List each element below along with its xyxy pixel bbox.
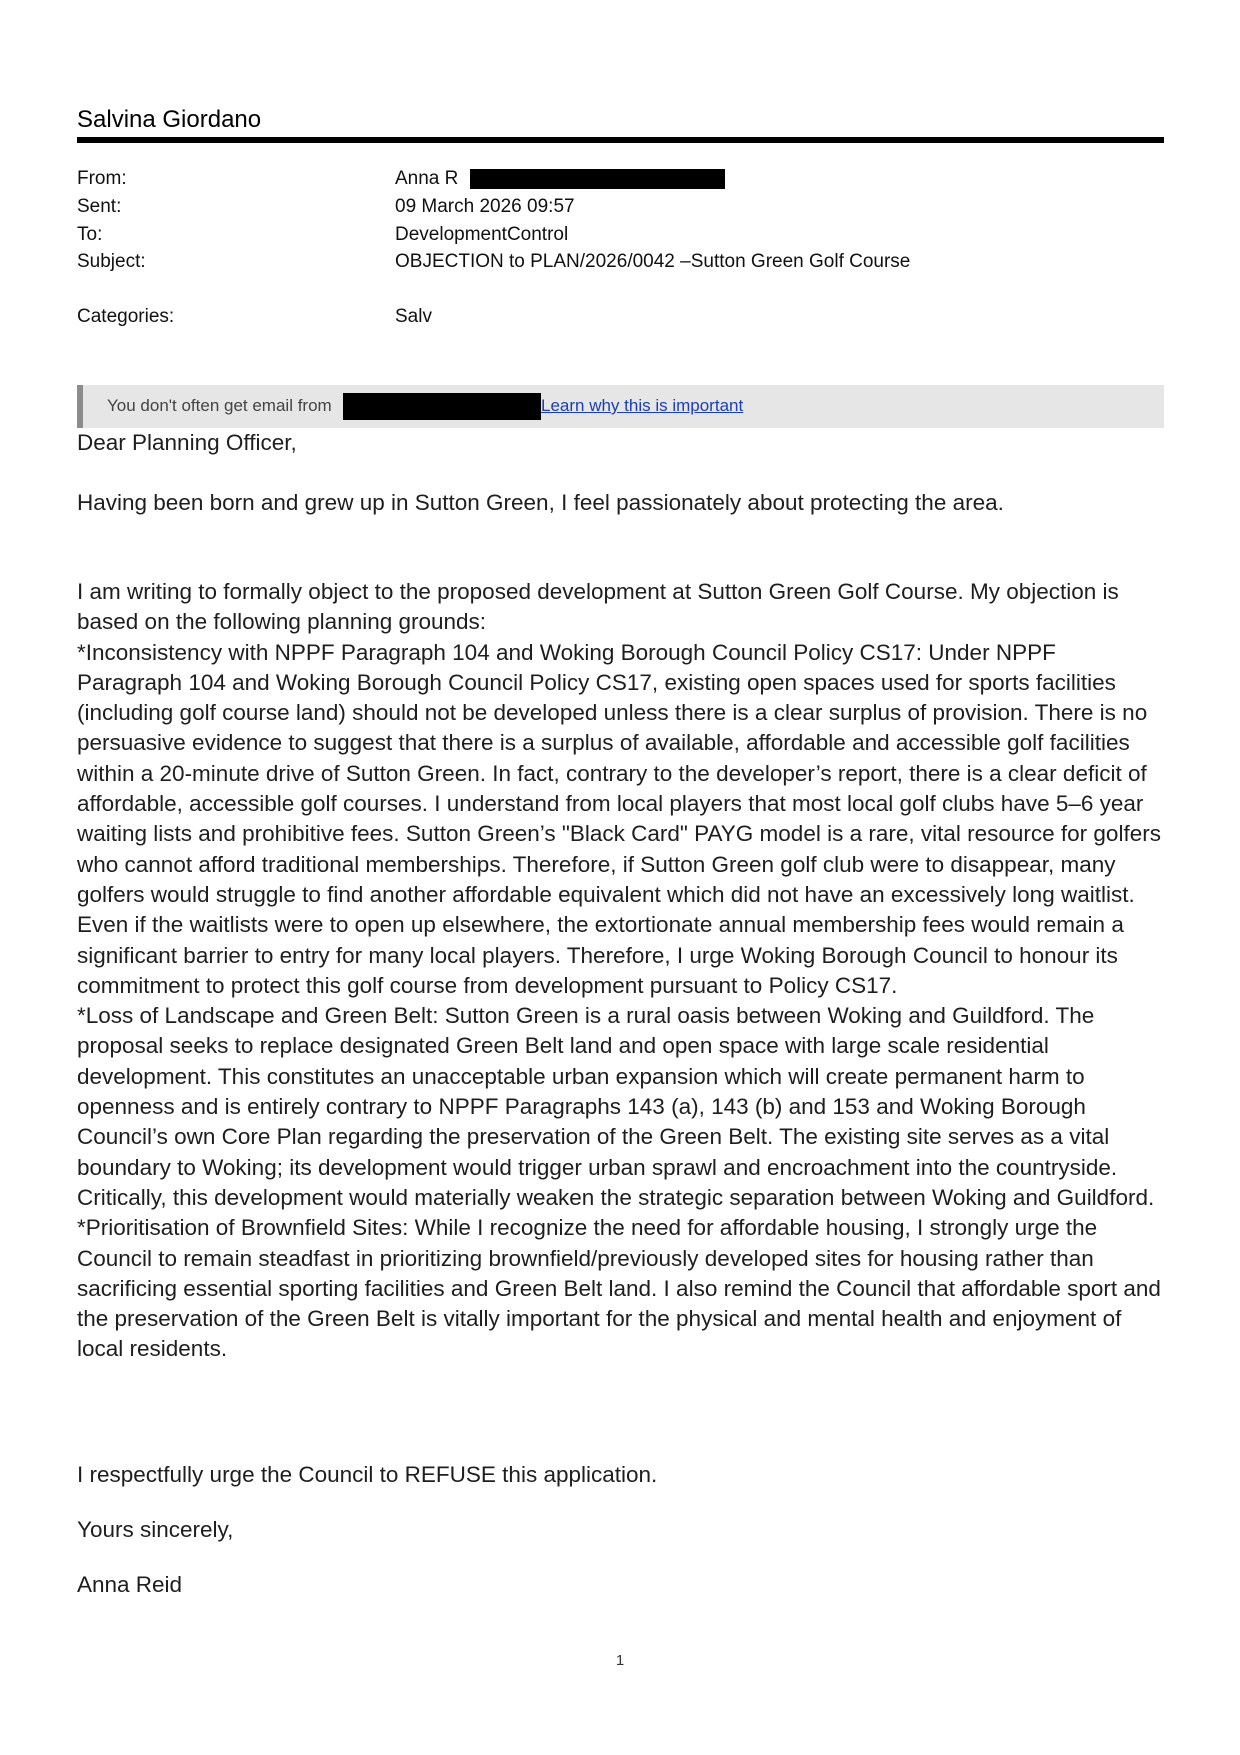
header-rule xyxy=(77,137,1164,143)
objection-intro-paragraph: I am writing to formally object to the proposed development at Sutton Green Golf Course. My objection is based on the following planning grounds: xyxy=(77,579,1119,635)
letter-body xyxy=(77,577,1167,1365)
green-belt-paragraph: *Loss of Landscape and Green Belt: Sutton Green is a rural oasis between Woking and Guildford. The proposal seeks to replace designated Green Belt land and open space with large scale residential development. This constitutes an unacceptable urban expansion which will create permanent harm to openness and is entirely contrary to NPPF Paragraphs 143 (a), 143 (b) and 153 and Woking Borough Council’s own Core Plan regarding the preservation of the Green Belt. The existing site serves as a vital boundary to Woking; its development would trigger urban sprawl and encroachment into the countryside. Critically, this development would materially weaken the strategic separation between Woking and Guildford. xyxy=(77,1003,1155,1210)
letter-intro: Having been born and grew up in Sutton Green, I feel passionately about protecting the area. xyxy=(77,490,1004,515)
sender-name: Salvina Giordano xyxy=(77,106,262,133)
from-value: Anna R xyxy=(395,168,459,189)
page-number: 1 xyxy=(615,1652,625,1669)
subject-value: OBJECTION to PLAN/2026/0042 –Sutton Green Golf Course xyxy=(395,251,911,272)
letter-greeting: Dear Planning Officer, xyxy=(77,430,297,455)
categories-value: Salv xyxy=(395,306,432,327)
to-value: DevelopmentControl xyxy=(395,224,569,245)
sent-value: 09 March 2026 09:57 xyxy=(395,196,575,217)
to-label: To: xyxy=(77,224,103,245)
from-label: From: xyxy=(77,168,127,189)
letter-signature: Anna Reid xyxy=(77,1572,183,1597)
nppf-policy-paragraph: *Inconsistency with NPPF Paragraph 104 and Woking Borough Council Policy CS17: Under NPPF Paragraph 104 and Woking Borough Council Policy CS17, existing open spaces used for sports facilities (including golf course land) should not be developed unless there is a clear surplus of provision. There is no persuasive evidence to suggest that there is a surplus of available, affordable and accessible golf facilities within a 20-minute drive of Sutton Green. In fact, contrary to the developer’s report, there is a clear deficit of affordable, accessible golf courses. I understand from local players that most local golf clubs have 5–6 year waiting lists and prohibitive fees. Sutton Green’s "Black Card" PAYG model is a rare, vital resource for golfers who cannot afford traditional memberships. Therefore, if Sutton Green golf club were to disappear, many golfers would struggle to find another affordable equivalent which did not have an excessively long waitlist. Even if the waitlists were to open up elsewhere, the extortionate annual membership fees would remain a significant barrier to entry for many local players. Therefore, I urge Woking Borough Council to honour its commitment to protect this golf course from development pursuant to Policy CS17. xyxy=(77,639,1161,998)
banner-text: You don't often get email from xyxy=(107,396,332,415)
letter-closing: I respectfully urge the Council to REFUSE this application. xyxy=(77,1462,658,1487)
sent-label: Sent: xyxy=(77,196,122,217)
letter-signoff: Yours sincerely, xyxy=(77,1517,234,1542)
redacted-email-address xyxy=(470,169,725,189)
external-sender-warning-banner xyxy=(77,385,1164,428)
categories-label: Categories: xyxy=(77,306,175,327)
banner-accent-bar xyxy=(77,385,83,428)
from-value-group xyxy=(395,168,725,190)
learn-why-link[interactable]: Learn why this is important xyxy=(541,396,744,415)
redacted-sender-address xyxy=(343,393,541,420)
brownfield-paragraph: *Prioritisation of Brownfield Sites: While I recognize the need for affordable housing, I strongly urge the Council to remain steadfast in prioritizing brownfield/previously developed sites for housing rather than sacrificing essential sporting facilities and Green Belt land. I also remind the Council that affordable sport and the preservation of the Green Belt is vitally important for the physical and mental health and enjoyment of local residents. xyxy=(77,1215,1161,1362)
subject-label: Subject: xyxy=(77,251,146,272)
